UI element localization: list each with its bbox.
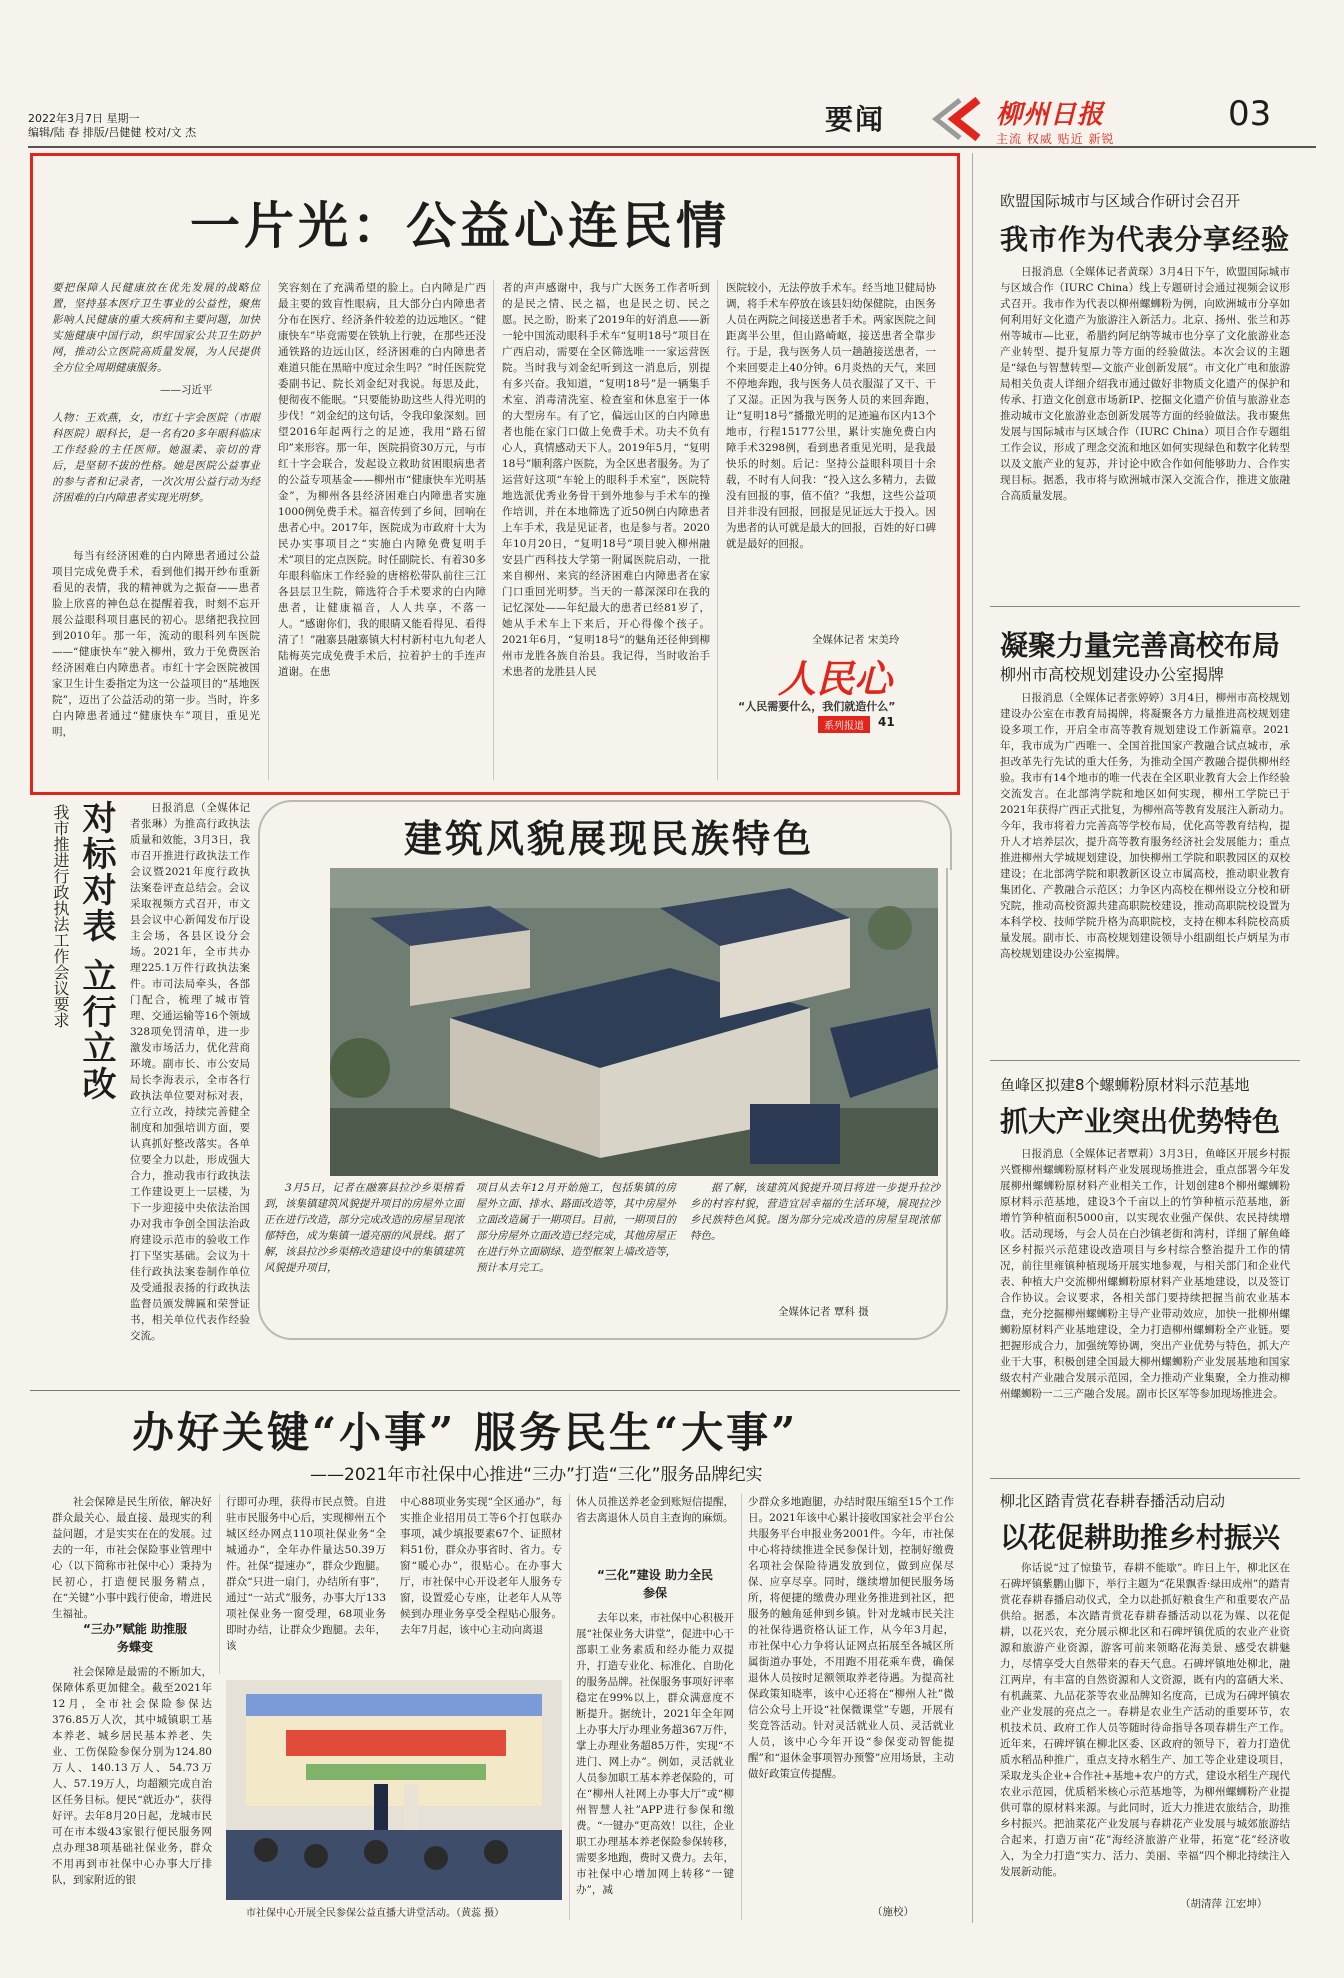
bottom-column-4b: 去年以来，市社保中心积极开展“社保业务大讲堂”，促进中心干部职工业务素质和经办能力双提升，打造专业化、标准化、自助化的服务品牌。社保服务事项好评率稳定在99%以上，群众满意度不断提升。据统计，2021年全年网上办事大厅办理业务超367万件，掌上办理业务超85万件，实现“不进门、网上办”。例如，灵活就业人员参加职工基本养老保险的，可在“柳州人社网上办事大厅”或“柳州智慧人社”APP进行参保和缴费。“一键办”更高效！以往，企业职工办理基本养老保险参保转移，需要多地跑，费时又费力。去年，市社保中心增加网上转移“一键办”，减 (576, 1612, 734, 1896)
right-column-divider (972, 153, 973, 1923)
right2-headline: 凝聚力量完善高校布局 (1000, 629, 1281, 662)
right4-body: 你话说“过了惊蛰节，春耕不能歇”。昨日上午，柳北区在石碑坪镇紫鹏山脚下，举行主题为“花果飘香·绿田成州”的踏青赏花春耕春播启动仪式，全力以赴抓好粮食生产和重要农产品供给。据悉，本次踏青赏花春耕春播活动以花为媒、以花促耕，以花兴农，充分展示柳北区和石碑坪镇优质的农业产业资源和旅游产业资源，游客可前来领略花海美景、感受农耕魅力，尽情享受大自然带来的春天气息。石碑坪镇地处柳北，融江两岸，有丰富的自然资源和人文资源，既有内的富硒大米、有机蔬菜、九品花茶等农业品牌知名度高，已成为石碑坪镇农业产业发展的亮点之一。春耕是农业生产活动的重要环节，农机技术员、政府工作人员等随时待命指导各项春耕生产工作。近年来，石碑坪镇在柳北区委、区政府的领导下，着力打造优质水稻品种推广，重点支持水稻生产、加工等企业建设项目，采取龙头企业+合作社+基地+农户的方式，建设水稻生产现代农业示范园，优质稻米核心示范基地等，为柳州螺蛳粉产业提供可靠的原材料来源。与此同时，近大力推进农旅结合，助推乡村振兴。把油菜花产业发展与春耕花产业发展与城郊旅游结合起来，打造万亩“花”海经济旅游产业带，拓宽“花”经济收入，为全力打造“实力、活力、美丽、幸福”四个柳北持续注入发展新动能。 (1000, 1562, 1290, 1878)
right1-kicker: 欧盟国际城市与区域合作研讨会召开 (1000, 192, 1241, 210)
feature-headline: 建筑风貌展现民族特色 (404, 816, 815, 861)
right3-headline: 抓大产业突出优势特色 (1000, 1105, 1281, 1138)
column-divider (717, 280, 718, 780)
column-divider (493, 280, 494, 780)
lead-column-4: 医院较小，无法停放手术车。经当地卫健局协调，将手术车停放在该县妇幼保健院，由医务人员在两院之间接送患者手术。两家医院之间距离半公里，但山路崎岖，接送患者全靠步行。于是，我与医务人员一趟趟接送患者，一个来回要走上40分钟。6月炎热的天气，来回不停地奔跑，我与医务人员衣服湿了又干、干了又湿。正因为我与医务人员的来回奔跑，让“复明18号”播撒光明的足迹遍布区内13个地市，行程15177公里，累计实施免费白内障手术3298例，看到患者重见光明，是我最快乐的时刻。后记：坚持公益眼科项目十余载，不时有人问我：“投入这么多精力，去做没有回报的事，值不值？”我想，这些公益项目并非没有回报，回报是见证远大于投入。因为患者的认可就是最大的回报，百姓的好口碑就是最好的回报。 (726, 282, 936, 550)
right4-headline: 以花促耕助推乡村振兴 (1000, 1521, 1281, 1554)
left-news-body-bottom (40, 1140, 250, 1380)
date-line: 2022年3月7日 星期一 (28, 112, 140, 125)
bottom-column-2: 行即可办理，获得市民点赞。自进驻市民服务中心后，实现柳州五个城区经办网点110项社保业务“全城通办”，全年办件量达50.39万件。社保“提速办”，群众少跑腿。群众“只进一扇门，办结所有事”，通过“一站式”服务，办事大厅133项社保业务一窗受理，68项业务即时办结，让群众少跑腿。去年，该 (226, 1496, 386, 1652)
lead-profile: 人物：王欢燕，女，市红十字会医院（市眼科医院）眼科长，是一名有20多年眼科临床工作经验的主任医师。她温柔、亲切的背后，是坚韧不拔的性格。她是医院公益事业的参与者和记录者，一次次用公益行动为经济困难的白内障患者实现光明梦。 (52, 412, 260, 504)
series-badge-number: 41 (878, 715, 895, 729)
bottom-photo (226, 1680, 562, 1900)
lead-headline: 一片光：公益心连民情 (190, 196, 730, 255)
masthead-rule (28, 146, 1316, 148)
right2-subhead: 柳州市高校规划建设办公室揭牌 (1000, 665, 1225, 684)
bottom-headline: 办好关键“小事” 服务民生“大事” (132, 1408, 799, 1457)
bottom-column-1b: 社会保障是最需的不断加大，保障体系更加健全。截至2021年12月，全市社会保险参保达376.85万人次，其中城镇职工基本养老、城乡居民基本养老、失业、工伤保险参保分别为124.80万人、140.13万人、54.73万人、57.19万人，均超额完成自治区任务目标。便民“就近办”，获得好评。去年8月20日起，龙城市民可在市本级43家银行便民服务网点办理38项基础社保业务，群众不用再到市社保中心办事大厅排队，到家附近的银 (52, 1666, 212, 1886)
right1-headline: 我市作为代表分享经验 (1000, 223, 1291, 256)
paper-slogan: 主流 权威 贴近 新锐 (996, 132, 1115, 146)
right3-body: 日报消息（全媒体记者覃莉）3月3日，鱼峰区开展乡村振兴暨柳州螺蛳粉原材料产业发展现场推进会，重点部署今年发展柳州螺蛳粉原材料产业相关工作，计划创建8个柳州螺蛳粉原材料示范基地，建设3个千亩以上的竹笋种植示范基地，新增竹笋种植面积5000亩，以实现农业强产保供、农民持续增收。活动现场，与会人员在白沙镇老街和湾村，详细了解鱼峰区乡村振兴示范建设改造项目与乡村综合整治提升工作的情况，前往里雍镇种植现场开展实地参观，与相关部门和企业代表、种植大户交流柳州螺蛳粉原材料产业基地建设，以及签订合作协议。会议要求，各相关部门要持续把握当前农业基本盘，充分挖掘柳州螺蛳粉主导产业带动效应，加快一批柳州螺蛳粉原材料产业基地建设，全力打造柳州螺蛳粉全产业链。要把握形成合力，加强统筹协调，突出产业优势与特色，抓大产业干大事，积极创建全国最大柳州螺蛳粉产业发展基地和国家级农村产业融合发展示范园，全力推动产业集聚，全力推动柳州螺蛳粉一二三产融合发展。副市长区军等参加现场推进会。 (1000, 1148, 1290, 1400)
bottom-photo-caption: 市社保中心开展全民参保公益直播大讲堂活动。（黄蕊 摄） (246, 1908, 505, 1919)
lead-column-3: 者的声声感谢中，我与广大医务工作者听到的是民之情、民之福，也是民之切、民之愿。民之盼，盼来了2019年的好消息——新一轮中国流动眼科手术车“复明18号”项目在广西启动，需要在全区筛选唯一一家运营医院。当时我与刘金纪听到这一消息后，别提有多兴奋。我知道，“复明18号”是一辆集手术室、消毒清洗室、检查室和休息室于一体的大型房车。有了它，偏远山区的白内障患者也能在家门口做上免费手术。功夫不负有心人，真情感动天下人。2019年5月，“复明18号”顺利落户医院，为全区患者服务。为了运营好这项“车轮上的眼科手术室”，医院特地选派优秀业务骨干到外地参与手术车的操作培训，并在本地筛选了近50例白内障患者上车手术，我是见证者，也是参与者。2020年10月20日，“复明18号”项目驶入柳州融安县广西科技大学第一附属医院启动，一批来自柳州、来宾的经济困难白内障患者在家门口重回光明梦。当天的一幕深深印在我的记忆深处——年纪最大的患者已经81岁了，她从手术车上下来后，开心得像个孩子。2021年6月，“复明18号”的魅角还径伸到柳州市龙胜各族自治县。我记得，当时收治手术患者的龙胜县人民 (502, 282, 710, 678)
feature-caption-1: 3月5日，记者在融寨县拉沙乡渠榕看到，该集镇建筑风貌提升项目的房屋外立面正在进行改造，部分完成改造的房屋呈现浓郁特色，成为集镇一道亮丽的风景线。据了解，该县拉沙乡渠榕改造建设中的集镇建筑风貌提升项目， (264, 1182, 464, 1274)
right4-kicker: 柳北区踏青赏花春耕春播活动启动 (1000, 1492, 1226, 1510)
series-badge-title: 人民心 (778, 656, 893, 701)
lead-column-1: 每当有经济困难的白内障患者通过公益项目完成免费手术，看到他们揭开纱布重新看见的表情，我的精神就为之振奋——患者脸上欣喜的神色总在提醒着我，时刻不忘开展公益眼科项目惠民的初心。思绪把我拉回到2010年。那一年，流动的眼科列车医院——“健康快车”驶入柳州，致力于免费医治经济困难白内障患者。市红十字会医院被国家卫生计生委指定为这一公益项目的“基地医院”，迈出了公益活动的第一步。当时，许多白内障患者通过“健康快车”项目，重见光明， (52, 550, 260, 738)
series-badge-label: 系列报道 (818, 716, 870, 733)
bottom-subhead: ——2021年市社保中心推进“三办”打造“三化”服务品牌纪实 (310, 1465, 763, 1485)
section-label: 要闻 (825, 103, 886, 136)
bottom-column-5: 少群众多地跑腿，办结时限压缩至15个工作日。2021年该中心累计接收国家社会平台公共服务平台申报业务2001件。今年，市社保中心将持续推进全民参保计划，控制好缴费名项社会保险待遇发放到位，做到应保尽保、应享尽享。同时，继续增加便民服务场所，将便捷的缴费办理业务推进到社区，把服务的触角延伸到乡镇。针对龙城市民关注的社保待遇资格认证工作，从今年3月起，市社保中心力争将认证网点拓展至各城区所属街道办事处，不用跑不用花乘车费，确保退休人员按时足额领取养老待遇。为提高社保政策知晓率，该中心还将在“柳州人社”微信公众号上开设“社保微课堂”专题，开展有奖竞答活动。针对灵活就业人员、灵活就业人员，该中心今年开设“参保变动智能提醒”和“退休金事项智办预警”应用场景，主动做好政策宣传提醒。 (748, 1496, 954, 1780)
column-divider (741, 1494, 742, 1920)
left-news-headline: 对标对表 立行立改 (76, 800, 116, 1102)
section-rule (990, 606, 1300, 607)
feature-caption-3: 据了解，该建筑风貌提升项目将进一步提升拉沙乡的村容村貌，营造宜居幸福的生活环境，展现拉沙乡民族特色风貌。图为部分完成改造的房屋呈现浓郁特色。 (690, 1182, 940, 1242)
series-badge-subtitle: “人民需要什么，我们就造什么” (738, 700, 896, 713)
section-rule (30, 1390, 960, 1391)
feature-frame-bottom (258, 868, 948, 1340)
right3-kicker: 鱼峰区拟建8个螺蛳粉原材料示范基地 (1000, 1076, 1250, 1094)
bottom-subsection-2: “三化”建设 助力全民参保 (597, 1568, 713, 1600)
bottom-column-4: 休人员推送养老金到账短信提醒，省去离退休人员自主查询的麻烦。 (576, 1496, 734, 1524)
bottom-column-3: 中心88项业务实现“全区通办”，每实推企业招用员工等6个打包联办事项，减少填报要素67个、证照材料51份，群众办事省时、省力。专窗“暖心办”，很贴心。在办事大厅，市社保中心开设老年人服务专窗，设置爱心专座，让老年人从等候到办理业务享受全程贴心服务。去年7月起，该中心主动向离退 (400, 1496, 562, 1636)
section-rule (990, 1060, 1300, 1061)
lead-column-2: 笑容刻在了充满希望的脸上。白内障是广西最主要的致盲性眼病，且大部分白内障患者分布在医疗、经济条件较差的边远地区。“健康快车”毕竟需要在铁轨上行驶，在那些还没通铁路的边远山区，经济困难的白内障患者难道只能在黑暗中度过余生吗？”时任医院党委副书记、院长刘金纪对我说。每思及此，便彻夜不能眠。“只要能协助这些人得光明的步伐！”刘金纪的这句话，令我印象深刻。回望2016年起两行之的足迹，我用“路石留印”来形容。那一年，医院捐资30万元，与市红十字会联合，发起设立救助贫困眼病患者的公益专项基金——柳州市“健康快车光明基金”，为柳州各县经济困难白内障患者实施1000例免费手术。福音传到了乡间，回响在患者心中。2017年，医院成为市政府十大为民办实事项目之“实施白内障免费复明手术”项目的定点医院。时任副院长、有着30多年眼科临床工作经验的唐榕松带队前往三江各县层卫生院，筛选符合手术要求的白内障患者，让健康福音，人人共享，不落一人。“感谢你们，我的眼睛又能看得见、看得清了！”融寨县融寨镇大村村新村屯九旬老人陆梅英完成免费手术后，拉着护士的手连声道谢。在患 (278, 282, 486, 678)
page-number: 03 (1228, 94, 1272, 134)
right4-byline: （胡清萍 江宏坤） (1180, 1898, 1268, 1910)
left-news-body-top: 日报消息（全媒体记者张琳）为推高行政执法质量和效能，3月3日，我市召开推进行政执法工作会议暨2021年度行政执法案卷评查总结会。会议采取视频方式召开，市文县会议中心新闻发布厅设主会场，各县区设分会场。2021年，全市共办理225.1万件行政执法案件。市司法局牵头，各部门配合，梳理了城市管理、交通运输等16个领域328项免罚清单，进一步激发市场活力，优化营商环境。副市长、市公安局局长李海表示，全市各行政执法单位要对标对表，立行立改，持续完善健全制度和加强培训方面，要认真抓好整改落实。各单位要全力以赴，形成强大合力，推动我市行政执法工作建设更上一层楼，为下一步迎接中央依法治国办对我市争创全国法治政府建设示范市的验收工作打下坚实基础。会议为十佳行政执法案卷制作单位及受通报表扬的行政执法监督员颁发牌匾和荣誉证书，相关单位代表作经验交流。 (130, 802, 250, 1342)
lead-byline: 全媒体记者 宋美玲 (812, 634, 900, 646)
column-divider (268, 280, 269, 780)
paper-name: 柳州日报 (996, 100, 1105, 130)
right2-body: 日报消息（全媒体记者张婷婷）3月4日，柳州市高校规划建设办公室在市教育局揭牌，将凝聚各方力量推进高校规划建设多项工作，开启全市高等教育规划建设工作新篇章。2021年，我市成为广西唯一、全国首批国家产教融合试点城市，承担改革先行先试的重大任务，为推动全国产教融合提供柳州经验。我市有14个地市的唯一代表在全区职业教育大会上作经验交流发言。在北部湾学院和地区如何实现，柳州工学院已于2021年获得广西正式批复，为柳州高等教育发展注入新动力。今年，我市将着力完善高等学校布局，优化高等教育结构，提升人才培养层次，提升高等教育服务经济社会发展能力；重点推进柳州大学城规划建设，加快柳州工学院和职教园区的双校建设；在北部湾学院和职教新区设立市属高校，推动职业教育集团化、产教融合示范区；力争区内高校在柳州设立分校和研究院，推动高校资源共建高职院校建设，推动高职院校设置为本科学校、技师学院升格为高职院校，支持在柳本科院校高质量发展。副市长、市高校规划建设领导小组副组长卢炳星为市高校规划建设办公室揭牌。 (1000, 692, 1290, 960)
feature-caption-2: 项目从去年12月开始施工，包括集镇的房屋外立面、排水、路面改造等，其中房屋外立面改造属于一期项目。目前，一期项目的部分房屋外立面改造已经完成，其他房屋正在进行外立面刷绿、造型框架上墙改造等，预计本月完工。 (476, 1182, 676, 1274)
left-news-kicker: 我市推进行政执法工作会议要求 (51, 804, 70, 1028)
bottom-byline: （施校） (872, 1906, 914, 1918)
bottom-column-1: 社会保障是民生所依，解决好群众最关心、最直接、最现实的利益问题，才是实实在在的发展。过去的一年，市社会保险事业管理中心（以下简称市社保中心）秉持为民初心，打造便民服务精点，在“关键”小事中践行使命，增进民生福祉。 (52, 1496, 212, 1620)
column-divider (569, 1494, 570, 1920)
editors-line: 编辑/陆 春 排版/吕健健 校对/文 杰 (28, 126, 197, 139)
lead-quote-author: ——习近平 (160, 384, 213, 396)
feature-byline: 全媒体记者 覃科 摄 (778, 1306, 869, 1318)
lead-quote: 要把保障人民健康放在优先发展的战略位置，坚持基本医疗卫生事业的公益性，聚焦影响人民健康的重大疾病和主要问题，加快实施健康中国行动，织牢国家公共卫生防护网，推动公立医院高质量发展，为人民提供全方位全周期健康服务。 (52, 282, 260, 374)
right1-body: 日报消息（全媒体记者黄琛）3月4日下午，欧盟国际城市与区域合作（IURC China）线上专题研讨会通过视频会议形式召开。我市作为代表以柳州螺蛳粉为例，向欧洲城市分享如何利用好文化遗产为旅游注入新活力。北京、扬州、张兰和苏州等城市—比亚，希腊约阿尼纳等城市也分享了文化旅游业态产业转型、提升复原力等方面的经验做法。本次会议的主题是“绿色与智慧转型—文旅产业创新发展”。市文化广电和旅游局相关负责人详细介绍我市通过做好非物质文化遗产的保护和传承、打造文化创意市场新IP、挖掘文化遗产价值与旅游业态推动城市文化旅游业态创新发展等方面的经验做法。我市聚焦发展与国际城市与区域合作（IURC China）项目合作专题组工作会议，形成了理念交流和地区如何实现绿色和数字化转型以及文旅产业的复苏，并讨论中欧合作如何能够助力、合作实现目标。据悉，我市将与欧洲城市深入交流合作，推进文旅融合高质量发展。 (1000, 266, 1290, 502)
bottom-subsection-1: “三办”赋能 助推服务蝶变 (83, 1622, 187, 1654)
column-divider (219, 1494, 220, 1674)
chevron-logo-icon (930, 96, 988, 142)
section-rule (990, 1478, 1300, 1479)
